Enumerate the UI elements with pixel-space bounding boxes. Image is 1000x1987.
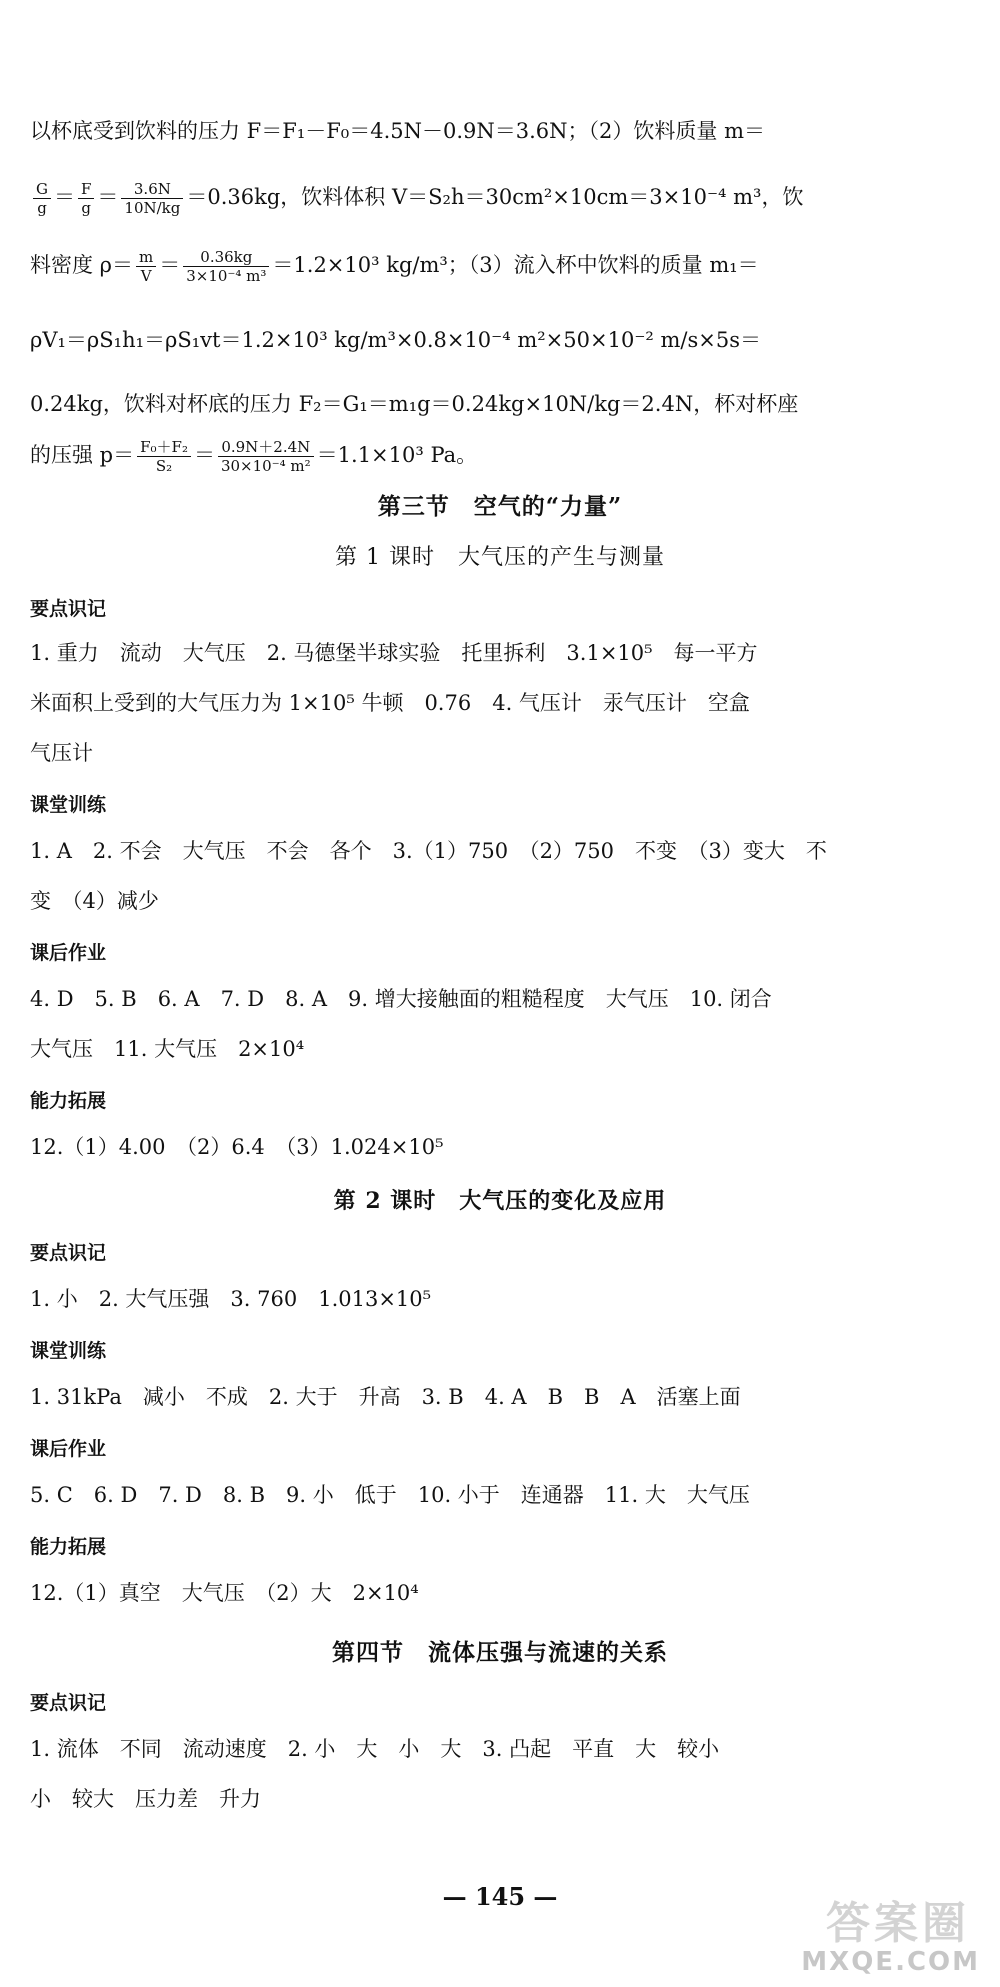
subheading-yaodian: 要点识记 bbox=[30, 1692, 107, 1714]
section-title: 第三节 空气的“力量” bbox=[377, 493, 623, 520]
answer-line: 4. D 5. B 6. A 7. D 8. A 9. 增大接触面的粗糙程度 大气压 10. 闭合 bbox=[30, 987, 772, 1011]
answer-line: 12.（1）真空 大气压 （2）大 2×10⁴ bbox=[30, 1581, 419, 1605]
watermark-logo bbox=[730, 1887, 980, 1977]
answer-line: 大气压 11. 大气压 2×10⁴ bbox=[30, 1037, 305, 1061]
lesson-title: 第 2 课时 大气压的变化及应用 bbox=[333, 1188, 667, 1214]
calc-line-3: 料密度 ρ＝ $\frac{m}{V}$ ＝ $\frac{0.36kg}{\text{3×10⁻⁴ m³}}$ ＝1.2×10³ kg/m³；（3）流入杯中饮料的质量 m₁＝ bbox=[30, 248, 759, 285]
calc-line-2: $\frac{G}{g}$ ＝ $\frac{F}{g}$ ＝ $\frac{3.6N}{10N/kg}$ ＝0.36kg，饮料体积 V＝S₂h＝30cm²×10cm＝3×10⁻⁴ m³，饮 bbox=[30, 180, 970, 217]
fraction: $\frac{3.6N}{10N/kg}$ bbox=[121, 180, 183, 217]
calc-line-5: 0.24kg，饮料对杯底的压力 F₂＝G₁＝m₁g＝0.24kg×10N/kg＝2.4N，杯对杯座 bbox=[30, 392, 799, 416]
lesson-title: 第 1 课时 大气压的产生与测量 bbox=[335, 545, 665, 570]
subheading-kehou: 课后作业 bbox=[30, 942, 107, 964]
answer-line: 1. 31kPa 减小 不成 2. 大于 升高 3. B 4. A B B A 活塞上面 bbox=[30, 1385, 741, 1409]
page-number: — 145 — bbox=[442, 1882, 558, 1911]
watermark-site-text: MXQE.COM bbox=[801, 1947, 980, 1977]
subheading-ketang: 课堂训练 bbox=[30, 794, 107, 816]
fraction: $\frac{0.9N+2.4N}{\text{30×10⁻⁴ m²}}$ bbox=[218, 438, 314, 475]
answer-line: 5. C 6. D 7. D 8. B 9. 小 低于 10. 小于 连通器 11. 大 大气压 bbox=[30, 1483, 750, 1507]
calc-line-6: 的压强 p＝ $\frac{\text{F₀＋F₂}}{\text{S₂}}$ ＝ $\frac{0.9N+2.4N}{\text{30×10⁻⁴ m²}}$ ＝1.1×10³ Pa。 bbox=[30, 438, 478, 475]
answer-line: 气压计 bbox=[30, 741, 93, 765]
fraction: $\frac{m}{V}$ bbox=[136, 248, 156, 285]
answer-line: 变 （4）减少 bbox=[30, 889, 159, 913]
fraction: $\frac{\text{F₀＋F₂}}{\text{S₂}}$ bbox=[137, 438, 191, 475]
answer-line: 1. 重力 流动 大气压 2. 马德堡半球实验 托里拆利 3.1×10⁵ 每一平方 bbox=[30, 641, 758, 665]
fraction: $\frac{G}{g}$ bbox=[33, 180, 51, 217]
answer-line: 1. A 2. 不会 大气压 不会 各个 3.（1）750 （2）750 不变 （3）变大 不 bbox=[30, 839, 827, 863]
calc-line-1: 以杯底受到饮料的压力 F＝F₁－F₀＝4.5N－0.9N＝3.6N；（2）饮料质量 m＝ bbox=[30, 119, 765, 143]
answer-line: 米面积上受到的大气压力为 1×10⁵ 牛顿 0.76 4. 气压计 汞气压计 空盒 bbox=[30, 691, 750, 715]
subheading-nengli: 能力拓展 bbox=[30, 1090, 107, 1112]
answer-line: 12.（1）4.00 （2）6.4 （3）1.024×10⁵ bbox=[30, 1135, 444, 1159]
answer-line: 小 较大 压力差 升力 bbox=[30, 1787, 261, 1811]
watermark-logo-text: 答案圈 bbox=[826, 1898, 970, 1949]
subheading-yaodian: 要点识记 bbox=[30, 598, 107, 620]
subheading-yaodian: 要点识记 bbox=[30, 1242, 107, 1264]
fraction: $\frac{0.36kg}{\text{3×10⁻⁴ m³}}$ bbox=[183, 248, 269, 285]
calc-line-4: ρV₁＝ρS₁h₁＝ρS₁vt＝1.2×10³ kg/m³×0.8×10⁻⁴ m²×50×10⁻² m/s×5s＝ bbox=[30, 328, 761, 352]
section-title: 第四节 流体压强与流速的关系 bbox=[332, 1639, 668, 1666]
answer-line: 1. 流体 不同 流动速度 2. 小 大 小 大 3. 凸起 平直 大 较小 bbox=[30, 1737, 720, 1761]
subheading-kehou: 课后作业 bbox=[30, 1438, 107, 1460]
answer-line: 1. 小 2. 大气压强 3. 760 1.013×10⁵ bbox=[30, 1287, 432, 1311]
subheading-nengli: 能力拓展 bbox=[30, 1536, 107, 1558]
fraction: $\frac{F}{g}$ bbox=[78, 180, 94, 217]
subheading-ketang: 课堂训练 bbox=[30, 1340, 107, 1362]
